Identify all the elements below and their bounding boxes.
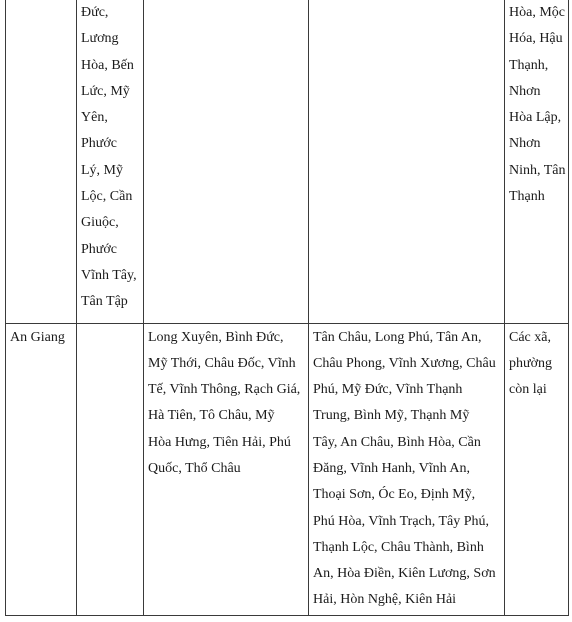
- text-line: Lương: [81, 31, 119, 47]
- text-line: Lức, Mỹ: [81, 83, 130, 99]
- text-line: Long Xuyên, Bình Đức,: [148, 329, 284, 345]
- text-line: Ninh, Tân: [509, 162, 566, 178]
- table-row: [6, 0, 569, 323]
- text-line: Vĩnh Tây,: [81, 267, 137, 283]
- text-line: Tân Tập: [81, 294, 128, 310]
- text-line: Đức,: [81, 5, 109, 20]
- text-line: Nhơn: [509, 83, 541, 99]
- table-row: [6, 323, 569, 615]
- list-cell-col4: [309, 323, 505, 615]
- text-line: Các xã,: [509, 329, 551, 345]
- text-line: Thạnh,: [509, 57, 549, 73]
- province-cell: [6, 0, 77, 323]
- text-line: Hóa, Hậu: [509, 31, 563, 47]
- text-line: Giuộc,: [81, 215, 119, 231]
- text-line: còn lại: [509, 382, 547, 398]
- text-line: Tân Châu, Long Phú, Tân An,: [313, 329, 482, 345]
- document-table: [5, 0, 569, 616]
- list-cell-col2: [77, 323, 144, 615]
- text-line: Phú Hòa, Vĩnh Trạch, Tây Phú,: [313, 513, 490, 529]
- text-line: Hòa, Bến: [81, 57, 134, 73]
- text-line: Thạnh: [509, 189, 545, 205]
- text-line: Hòa Lập,: [509, 110, 562, 126]
- text-line: Hòa, Mộc: [509, 5, 565, 20]
- text-line: Châu Phong, Vĩnh Xương, Châu: [313, 355, 496, 371]
- text-line: Lý, Mỹ: [81, 162, 123, 178]
- text-line: Mỹ Thới, Châu Đốc, Vĩnh: [148, 355, 296, 371]
- list-cell-col5: [505, 0, 569, 323]
- province-name: An Giang: [10, 329, 65, 345]
- text-line: Phước: [81, 241, 117, 257]
- text-line: Phước: [81, 136, 117, 152]
- text-line: Yên,: [81, 110, 108, 126]
- text-line: Tế, Vĩnh Thông, Rạch Giá,: [148, 382, 301, 398]
- text-line: Nhơn: [509, 136, 541, 152]
- province-cell: [6, 323, 77, 615]
- text-line: Tây, An Châu, Bình Hòa, Cần: [313, 434, 481, 450]
- text-line: Quốc, Thổ Châu: [148, 460, 241, 476]
- text-line: phường: [509, 355, 552, 371]
- text-line: Hà Tiên, Tô Châu, Mỹ: [148, 408, 275, 424]
- text-line: Trung, Bình Mỹ, Thạnh Mỹ: [313, 408, 470, 424]
- text-line: Thoại Sơn, Óc Eo, Định Mỹ,: [313, 487, 476, 503]
- text-line: An, Hòa Điền, Kiên Lương, Sơn: [313, 566, 496, 582]
- text-line: Thạnh Lộc, Châu Thành, Bình: [313, 539, 484, 555]
- text-line: Lộc, Cần: [81, 189, 133, 205]
- text-line: Phú, Mỹ Đức, Vĩnh Thạnh: [313, 382, 463, 398]
- list-cell-col5: [505, 323, 569, 615]
- text-line: Hòa Hưng, Tiên Hải, Phú: [148, 434, 291, 450]
- list-cell-col3: [144, 0, 309, 323]
- text-line: Đăng, Vĩnh Hanh, Vĩnh An,: [313, 460, 470, 476]
- list-cell-col2: [77, 0, 144, 323]
- text-line: Hải, Hòn Nghệ, Kiên Hải: [313, 592, 457, 608]
- list-cell-col4: [309, 0, 505, 323]
- list-cell-col3: [144, 323, 309, 615]
